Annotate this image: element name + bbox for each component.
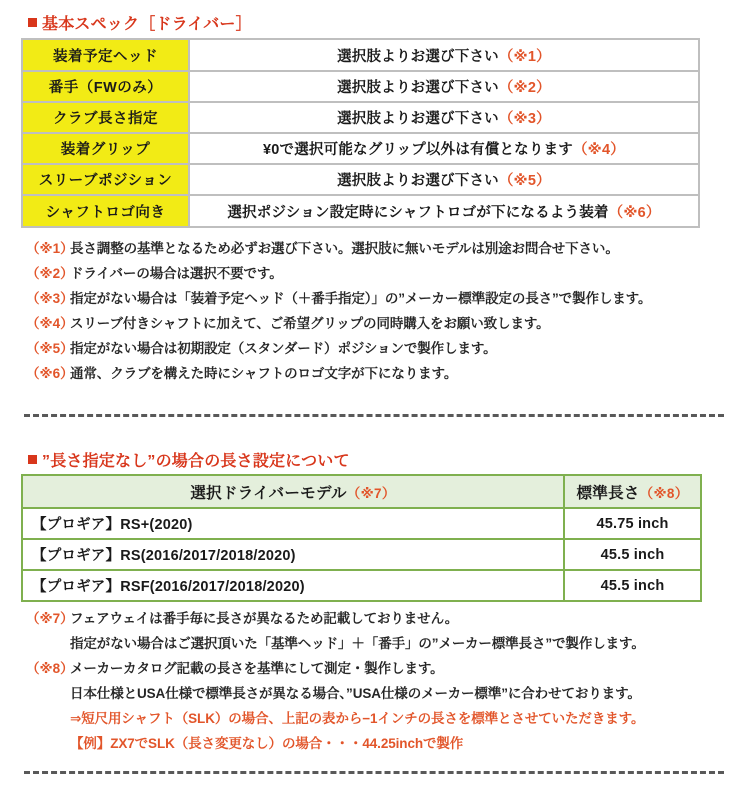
note-marker: （※6） bbox=[26, 366, 74, 381]
note-text: 指定がない場合は初期設定（スタンダード）ポジションで製作します。 bbox=[70, 341, 497, 356]
basic-spec-table bbox=[21, 38, 700, 228]
value-text: ¥0で選択可能なグリップ以外は有償となります bbox=[263, 142, 573, 158]
note-item bbox=[26, 656, 732, 681]
note-text: 通常、クラブを構えた時にシャフトのロゴ文字が下になります。 bbox=[70, 366, 458, 381]
value-ref: （※6） bbox=[608, 204, 661, 221]
note-item bbox=[26, 286, 726, 311]
section-divider-bottom bbox=[24, 771, 724, 774]
value-text: 選択肢よりお選び下さい bbox=[337, 111, 499, 127]
table-row bbox=[22, 570, 701, 601]
note-item bbox=[26, 236, 726, 261]
spec-value-number bbox=[189, 71, 698, 102]
spec-label-shaft-logo: シャフトロゴ向き bbox=[23, 195, 189, 226]
value-ref: （※1） bbox=[498, 48, 551, 65]
note-item bbox=[26, 261, 726, 286]
header-text: 選択ドライバーモデル bbox=[190, 484, 347, 502]
heading-text: 基本スペック［ドライバー］ bbox=[42, 16, 252, 33]
spec-label-club-length: クラブ長さ指定 bbox=[23, 102, 189, 133]
header-text: 標準長さ bbox=[576, 484, 640, 502]
standard-length: 45.75 inch bbox=[564, 508, 701, 539]
spec-value-shaft-logo bbox=[189, 195, 698, 226]
note-text: フェアウェイは番手毎に長さが異なるため記載しておりません。 bbox=[70, 611, 459, 626]
value-ref: （※3） bbox=[498, 111, 551, 127]
value-text: 選択肢よりお選び下さい bbox=[337, 48, 499, 65]
standard-length: 45.5 inch bbox=[564, 539, 701, 570]
spec-label-sleeve-position: スリーブポジション bbox=[23, 164, 189, 195]
note-subline: 日本仕様とUSA仕様で標準長さが異なる場合、”USA仕様のメーカー標準”に合わせております。 bbox=[70, 686, 641, 701]
header-ref: （※7） bbox=[346, 485, 396, 501]
square-bullet-icon bbox=[28, 18, 37, 27]
spec-value-club-length bbox=[189, 102, 698, 133]
table-row bbox=[22, 539, 701, 570]
table-row bbox=[23, 102, 698, 133]
note-marker: （※8） bbox=[26, 661, 74, 676]
note-text: メーカーカタログ記載の長さを基準にして測定・製作します。 bbox=[70, 661, 444, 676]
column-header-model bbox=[22, 475, 564, 508]
heading-text: ”長さ指定なし”の場合の長さ設定について bbox=[42, 453, 350, 470]
value-ref: （※2） bbox=[498, 80, 551, 96]
note-marker: （※2） bbox=[26, 266, 74, 281]
spec-value-head bbox=[189, 40, 698, 71]
note-marker: （※7） bbox=[26, 611, 74, 626]
note-subline-alert: ⇒短尺用シャフト（SLK）の場合、上記の表から−1インチの長さを標準とさせていただきます。 bbox=[70, 711, 645, 726]
value-text: 選択ポジション設定時にシャフトロゴが下になるよう装着 bbox=[227, 204, 609, 221]
note-text: スリーブ付きシャフトに加えて、ご希望グリップの同時購入をお願い致します。 bbox=[70, 316, 550, 331]
spec-label-grip: 装着グリップ bbox=[23, 133, 189, 164]
note-marker: （※5） bbox=[26, 341, 74, 356]
spec-label-number: 番手（FWのみ） bbox=[23, 71, 189, 102]
table-row bbox=[23, 40, 698, 71]
spec-value-grip bbox=[189, 133, 698, 164]
model-name: 【プロギア】RS+(2020) bbox=[22, 508, 564, 539]
basic-spec-notes bbox=[26, 236, 726, 386]
spec-value-sleeve-position bbox=[189, 164, 698, 195]
table-row bbox=[22, 508, 701, 539]
length-setting-notes bbox=[26, 606, 732, 756]
table-row bbox=[23, 164, 698, 195]
table-row bbox=[23, 195, 698, 226]
table-row bbox=[23, 71, 698, 102]
value-ref: （※4） bbox=[572, 142, 625, 158]
standard-length: 45.5 inch bbox=[564, 570, 701, 601]
length-setting-table bbox=[21, 474, 702, 602]
page-title-basic-spec bbox=[28, 11, 252, 34]
note-subline-example: 【例】ZX7でSLK（長さ変更なし）の場合・・・44.25inchで製作 bbox=[70, 736, 464, 751]
header-ref: （※8） bbox=[639, 485, 689, 501]
square-bullet-icon bbox=[28, 455, 37, 464]
note-item bbox=[26, 336, 726, 361]
note-marker: （※3） bbox=[26, 291, 74, 306]
note-marker: （※1） bbox=[26, 241, 74, 256]
note-item bbox=[26, 606, 732, 631]
value-text: 選択肢よりお選び下さい bbox=[337, 173, 499, 189]
column-header-length bbox=[564, 475, 701, 508]
value-text: 選択肢よりお選び下さい bbox=[337, 80, 499, 96]
value-ref: （※5） bbox=[498, 173, 551, 189]
note-marker: （※4） bbox=[26, 316, 74, 331]
note-text: ドライバーの場合は選択不要です。 bbox=[70, 266, 283, 281]
note-item bbox=[26, 361, 726, 386]
note-subline: 指定がない場合はご選択頂いた「基準ヘッド」＋「番手」の”メーカー標準長さ”で製作します。 bbox=[70, 636, 645, 651]
spec-label-head: 装着予定ヘッド bbox=[23, 40, 189, 71]
note-text: 長さ調整の基準となるため必ずお選び下さい。選択肢に無いモデルは別途お問合せ下さい。 bbox=[70, 241, 619, 256]
note-item bbox=[26, 311, 726, 336]
model-name: 【プロギア】RSF(2016/2017/2018/2020) bbox=[22, 570, 564, 601]
page-title-length-setting bbox=[28, 448, 350, 471]
section-divider-top bbox=[24, 414, 724, 417]
table-row bbox=[23, 133, 698, 164]
model-name: 【プロギア】RS(2016/2017/2018/2020) bbox=[22, 539, 564, 570]
table-header-row bbox=[22, 475, 701, 508]
note-text: 指定がない場合は「装着予定ヘッド（＋番手指定）」の”メーカー標準設定の長さ”で製作します。 bbox=[70, 291, 652, 306]
